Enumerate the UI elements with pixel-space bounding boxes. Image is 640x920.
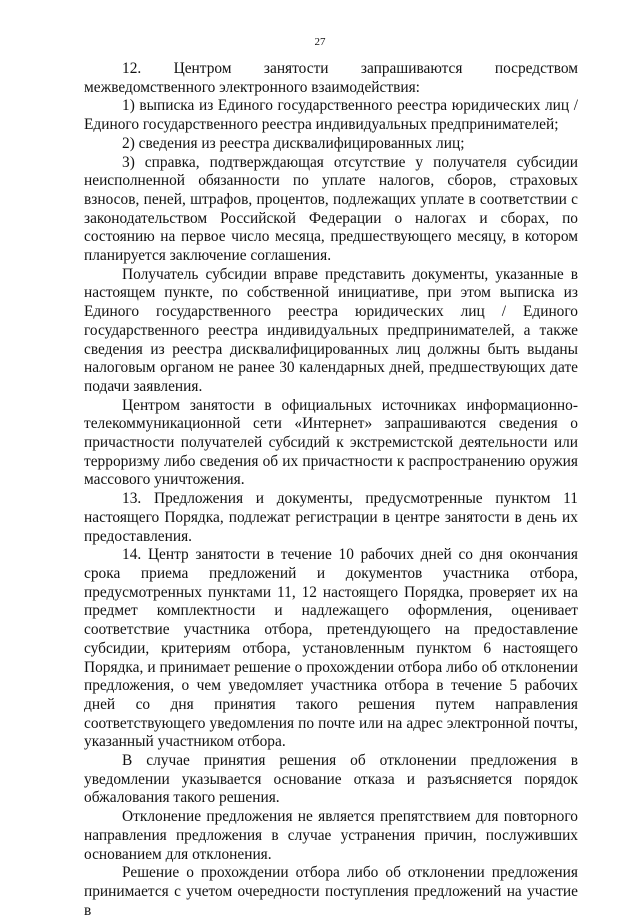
paragraph-12-intro: 12. Центром занятости запрашиваются посредством межведомственного электронного взаимодействия: <box>84 60 578 96</box>
paragraph-internet-check: Центром занятости в официальных источниках информационно-телекоммуникационной сети «Интернет» запрашиваются сведения о причастности получателей субсидий к экстремистской деятельности или терроризму либо сведения об их причастности к распространению оружия массового уничтожения. <box>84 396 578 489</box>
paragraph-decision-order: Решение о прохождении отбора либо об отклонении предложения принимается с учетом очередности поступления предложений на участие в <box>84 864 578 919</box>
paragraph-rejection-notice: В случае принятия решения об отклонении предложения в уведомлении указывается основание отказа и разъясняется порядок обжалования такого решения. <box>84 752 578 807</box>
paragraph-13: 13. Предложения и документы, предусмотренные пунктом 11 настоящего Порядка, подлежат регистрации в центре занятости в день их предоставления. <box>84 490 578 545</box>
paragraph-14: 14. Центр занятости в течение 10 рабочих дней со дня окончания срока приема предложений и документов участника отбора, предусмотренных пунктами 11, 12 настоящего Порядка, проверяет их на предмет комплектности и надлежащего оформления, оценивает соответствие участника отбора, претендующего на предоставление субсидии, критериям отбора, установленным пунктом 6 настоящего Порядка, и принимает решение о прохождении отбора либо об отклонении предложения, о чем уведомляет участника отбора в течение 5 рабочих дней со дня принятия такого решения путем направления соответствующего уведомления по почте или на адрес электронной почты, указанный участником отбора. <box>84 546 578 751</box>
paragraph-item-2: 2) сведения из реестра дисквалифицированных лиц; <box>122 134 465 152</box>
document-body <box>84 60 578 920</box>
paragraph-item-1: 1) выписка из Единого государственного реестра юридических лиц / Единого государственного реестра индивидуальных предпринимателей; <box>84 97 578 134</box>
paragraph-rejection-not-obstacle: Отклонение предложения не является препятствием для повторного направления предложения в случае устранения причин, послуживших основанием для отклонения. <box>84 808 578 863</box>
page-number: 27 <box>314 36 326 48</box>
paragraph-recipient-documents: Получатель субсидии вправе представить документы, указанные в настоящем пункте, по собственной инициативе, при этом выписка из Единого государственного реестра юридических лиц / Единого государственного реестра индивидуальных предпринимателей, а также сведения из реестра дисквалифицированных лиц должны быть выданы налоговым органом не ранее 30 календарных дней, предшествующих дате подачи заявления. <box>84 265 578 395</box>
paragraph-item-3: 3) справка, подтверждающая отсутствие у получателя субсидии неисполненной обязанности по уплате налогов, сборов, страховых взносов, пеней, штрафов, процентов, подлежащих уплате в соответствии с законодательством Российской Федерации о налогах и сборах, по состоянию на первое число месяца, предшествующего месяцу, в котором планируется заключение соглашения. <box>84 153 578 265</box>
